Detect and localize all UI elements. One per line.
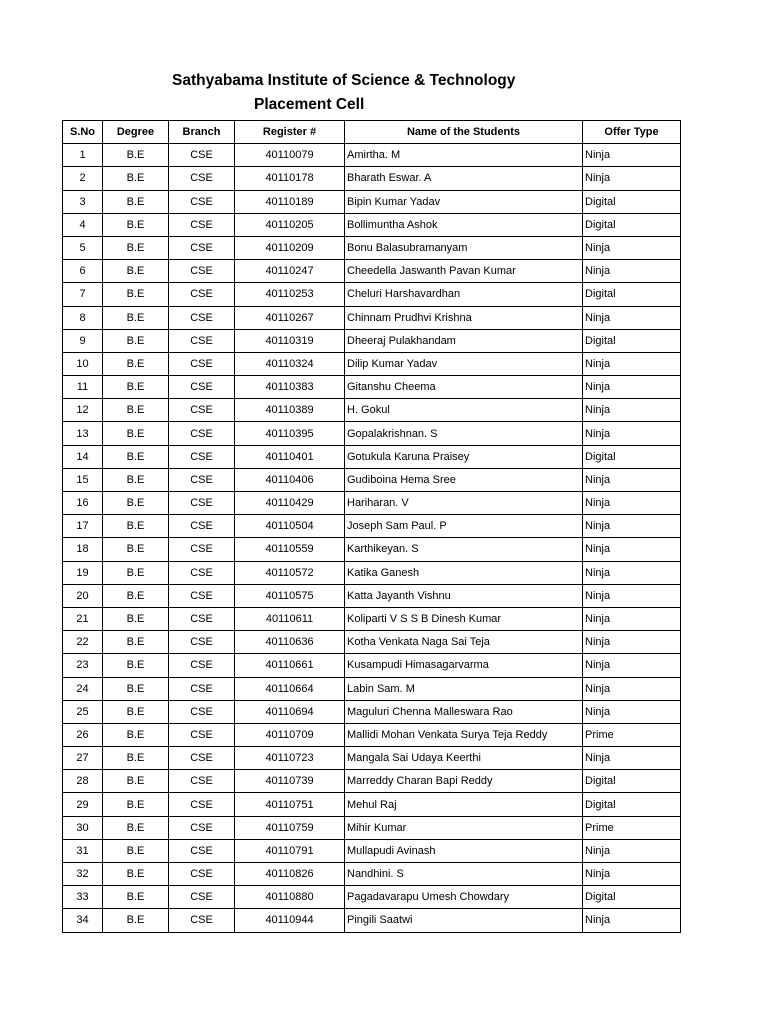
cell-sno: 2 [63, 167, 103, 190]
table-header-row [63, 121, 681, 144]
table-row [63, 329, 681, 352]
cell-register: 40110944 [235, 909, 345, 932]
cell-branch: CSE [169, 909, 235, 932]
table-row [63, 306, 681, 329]
cell-offer-type: Ninja [583, 352, 681, 375]
cell-degree: B.E [103, 190, 169, 213]
table-row [63, 376, 681, 399]
cell-name: Koliparti V S S B Dinesh Kumar [345, 607, 583, 630]
cell-sno: 6 [63, 260, 103, 283]
cell-branch: CSE [169, 816, 235, 839]
cell-sno: 18 [63, 538, 103, 561]
cell-sno: 9 [63, 329, 103, 352]
cell-degree: B.E [103, 260, 169, 283]
table-row [63, 167, 681, 190]
cell-offer-type: Ninja [583, 376, 681, 399]
table-row [63, 677, 681, 700]
cell-sno: 5 [63, 236, 103, 259]
cell-register: 40110383 [235, 376, 345, 399]
cell-offer-type: Ninja [583, 144, 681, 167]
table-row [63, 770, 681, 793]
cell-offer-type: Ninja [583, 515, 681, 538]
cell-offer-type: Ninja [583, 399, 681, 422]
cell-offer-type: Digital [583, 886, 681, 909]
cell-branch: CSE [169, 584, 235, 607]
cell-branch: CSE [169, 723, 235, 746]
table-body [63, 144, 681, 932]
cell-offer-type: Ninja [583, 909, 681, 932]
cell-register: 40110709 [235, 723, 345, 746]
cell-register: 40110189 [235, 190, 345, 213]
cell-degree: B.E [103, 909, 169, 932]
cell-degree: B.E [103, 584, 169, 607]
cell-offer-type: Ninja [583, 700, 681, 723]
cell-name: Dilip Kumar Yadav [345, 352, 583, 375]
cell-name: Gitanshu Cheema [345, 376, 583, 399]
cell-register: 40110319 [235, 329, 345, 352]
cell-name: Dheeraj Pulakhandam [345, 329, 583, 352]
cell-degree: B.E [103, 770, 169, 793]
table-row [63, 144, 681, 167]
cell-register: 40110389 [235, 399, 345, 422]
cell-name: Cheedella Jaswanth Pavan Kumar [345, 260, 583, 283]
cell-offer-type: Digital [583, 213, 681, 236]
cell-name: Mangala Sai Udaya Keerthi [345, 747, 583, 770]
cell-register: 40110395 [235, 422, 345, 445]
cell-sno: 19 [63, 561, 103, 584]
cell-register: 40110247 [235, 260, 345, 283]
cell-register: 40110661 [235, 654, 345, 677]
cell-branch: CSE [169, 306, 235, 329]
cell-degree: B.E [103, 839, 169, 862]
cell-branch: CSE [169, 538, 235, 561]
table-row [63, 422, 681, 445]
cell-branch: CSE [169, 260, 235, 283]
cell-branch: CSE [169, 561, 235, 584]
cell-sno: 16 [63, 492, 103, 515]
cell-degree: B.E [103, 700, 169, 723]
cell-offer-type: Prime [583, 723, 681, 746]
cell-register: 40110209 [235, 236, 345, 259]
cell-name: Gudiboina Hema Sree [345, 468, 583, 491]
cell-degree: B.E [103, 376, 169, 399]
cell-sno: 26 [63, 723, 103, 746]
cell-degree: B.E [103, 723, 169, 746]
cell-sno: 20 [63, 584, 103, 607]
cell-register: 40110267 [235, 306, 345, 329]
cell-register: 40110636 [235, 631, 345, 654]
cell-degree: B.E [103, 816, 169, 839]
cell-degree: B.E [103, 468, 169, 491]
cell-register: 40110572 [235, 561, 345, 584]
cell-register: 40110559 [235, 538, 345, 561]
cell-register: 40110791 [235, 839, 345, 862]
cell-branch: CSE [169, 190, 235, 213]
cell-sno: 17 [63, 515, 103, 538]
cell-register: 40110324 [235, 352, 345, 375]
table-row [63, 561, 681, 584]
table-row [63, 723, 681, 746]
cell-degree: B.E [103, 213, 169, 236]
cell-sno: 3 [63, 190, 103, 213]
cell-name: Gopalakrishnan. S [345, 422, 583, 445]
cell-sno: 10 [63, 352, 103, 375]
cell-name: Gotukula Karuna Praisey [345, 445, 583, 468]
cell-degree: B.E [103, 747, 169, 770]
cell-degree: B.E [103, 677, 169, 700]
cell-degree: B.E [103, 654, 169, 677]
cell-degree: B.E [103, 445, 169, 468]
cell-offer-type: Ninja [583, 306, 681, 329]
cell-offer-type: Ninja [583, 468, 681, 491]
cell-name: Kotha Venkata Naga Sai Teja [345, 631, 583, 654]
table-row [63, 863, 681, 886]
cell-offer-type: Ninja [583, 492, 681, 515]
cell-degree: B.E [103, 236, 169, 259]
cell-branch: CSE [169, 236, 235, 259]
cell-register: 40110664 [235, 677, 345, 700]
cell-offer-type: Prime [583, 816, 681, 839]
table-row [63, 654, 681, 677]
cell-register: 40110406 [235, 468, 345, 491]
table-row [63, 283, 681, 306]
cell-register: 40110079 [235, 144, 345, 167]
cell-degree: B.E [103, 538, 169, 561]
cell-offer-type: Digital [583, 770, 681, 793]
cell-offer-type: Ninja [583, 839, 681, 862]
cell-name: Kusampudi Himasagarvarma [345, 654, 583, 677]
cell-branch: CSE [169, 445, 235, 468]
cell-name: Bharath Eswar. A [345, 167, 583, 190]
cell-name: Nandhini. S [345, 863, 583, 886]
table-row [63, 515, 681, 538]
cell-offer-type: Ninja [583, 677, 681, 700]
page-title: Sathyabama Institute of Science & Technology [172, 72, 516, 89]
cell-degree: B.E [103, 283, 169, 306]
cell-sno: 33 [63, 886, 103, 909]
cell-sno: 24 [63, 677, 103, 700]
cell-register: 40110880 [235, 886, 345, 909]
cell-offer-type: Digital [583, 283, 681, 306]
cell-branch: CSE [169, 631, 235, 654]
column-header-name: Name of the Students [345, 121, 583, 144]
cell-degree: B.E [103, 631, 169, 654]
cell-offer-type: Ninja [583, 538, 681, 561]
cell-branch: CSE [169, 283, 235, 306]
cell-branch: CSE [169, 677, 235, 700]
cell-name: Mullapudi Avinash [345, 839, 583, 862]
cell-branch: CSE [169, 770, 235, 793]
cell-branch: CSE [169, 607, 235, 630]
table-row [63, 236, 681, 259]
cell-sno: 29 [63, 793, 103, 816]
cell-offer-type: Ninja [583, 584, 681, 607]
cell-degree: B.E [103, 352, 169, 375]
cell-degree: B.E [103, 144, 169, 167]
cell-name: H. Gokul [345, 399, 583, 422]
page-subtitle: Placement Cell [254, 96, 365, 113]
cell-sno: 8 [63, 306, 103, 329]
cell-offer-type: Digital [583, 190, 681, 213]
cell-name: Bollimuntha Ashok [345, 213, 583, 236]
cell-sno: 23 [63, 654, 103, 677]
table-row [63, 747, 681, 770]
cell-offer-type: Ninja [583, 747, 681, 770]
cell-name: Katika Ganesh [345, 561, 583, 584]
cell-branch: CSE [169, 376, 235, 399]
cell-sno: 1 [63, 144, 103, 167]
cell-sno: 28 [63, 770, 103, 793]
cell-sno: 14 [63, 445, 103, 468]
cell-sno: 7 [63, 283, 103, 306]
table-row [63, 700, 681, 723]
cell-name: Mehul Raj [345, 793, 583, 816]
table-row [63, 260, 681, 283]
cell-name: Katta Jayanth Vishnu [345, 584, 583, 607]
cell-register: 40110826 [235, 863, 345, 886]
cell-name: Amirtha. M [345, 144, 583, 167]
cell-name: Bipin Kumar Yadav [345, 190, 583, 213]
cell-name: Pingili Saatwi [345, 909, 583, 932]
students-table [62, 120, 681, 933]
table-row [63, 607, 681, 630]
cell-degree: B.E [103, 863, 169, 886]
cell-branch: CSE [169, 793, 235, 816]
table-row [63, 399, 681, 422]
cell-sno: 31 [63, 839, 103, 862]
cell-branch: CSE [169, 700, 235, 723]
cell-degree: B.E [103, 329, 169, 352]
cell-degree: B.E [103, 422, 169, 445]
cell-sno: 15 [63, 468, 103, 491]
cell-name: Marreddy Charan Bapi Reddy [345, 770, 583, 793]
table-row [63, 492, 681, 515]
cell-register: 40110253 [235, 283, 345, 306]
cell-degree: B.E [103, 306, 169, 329]
table-row [63, 352, 681, 375]
cell-branch: CSE [169, 492, 235, 515]
cell-offer-type: Digital [583, 329, 681, 352]
table-row [63, 909, 681, 932]
cell-name: Mihir Kumar [345, 816, 583, 839]
cell-offer-type: Ninja [583, 607, 681, 630]
cell-register: 40110205 [235, 213, 345, 236]
cell-register: 40110723 [235, 747, 345, 770]
cell-offer-type: Ninja [583, 236, 681, 259]
cell-register: 40110759 [235, 816, 345, 839]
cell-offer-type: Ninja [583, 631, 681, 654]
column-header-offer-type: Offer Type [583, 121, 681, 144]
cell-branch: CSE [169, 352, 235, 375]
cell-sno: 13 [63, 422, 103, 445]
cell-branch: CSE [169, 167, 235, 190]
cell-branch: CSE [169, 422, 235, 445]
table-row [63, 793, 681, 816]
cell-sno: 25 [63, 700, 103, 723]
table-row [63, 213, 681, 236]
table-row [63, 816, 681, 839]
cell-register: 40110504 [235, 515, 345, 538]
cell-degree: B.E [103, 607, 169, 630]
cell-branch: CSE [169, 213, 235, 236]
column-header-register: Register # [235, 121, 345, 144]
cell-name: Labin Sam. M [345, 677, 583, 700]
table-row [63, 839, 681, 862]
cell-branch: CSE [169, 839, 235, 862]
cell-degree: B.E [103, 886, 169, 909]
table-row [63, 538, 681, 561]
cell-degree: B.E [103, 515, 169, 538]
cell-degree: B.E [103, 399, 169, 422]
cell-sno: 11 [63, 376, 103, 399]
column-header-branch: Branch [169, 121, 235, 144]
cell-name: Mallidi Mohan Venkata Surya Teja Reddy [345, 723, 583, 746]
cell-register: 40110694 [235, 700, 345, 723]
cell-name: Bonu Balasubramanyam [345, 236, 583, 259]
table-row [63, 468, 681, 491]
cell-register: 40110751 [235, 793, 345, 816]
table-row [63, 445, 681, 468]
table-row [63, 190, 681, 213]
cell-degree: B.E [103, 492, 169, 515]
cell-offer-type: Ninja [583, 863, 681, 886]
cell-register: 40110178 [235, 167, 345, 190]
column-header-degree: Degree [103, 121, 169, 144]
cell-name: Chinnam Prudhvi Krishna [345, 306, 583, 329]
cell-register: 40110401 [235, 445, 345, 468]
cell-degree: B.E [103, 793, 169, 816]
cell-sno: 30 [63, 816, 103, 839]
cell-branch: CSE [169, 515, 235, 538]
cell-offer-type: Ninja [583, 167, 681, 190]
cell-sno: 21 [63, 607, 103, 630]
cell-register: 40110611 [235, 607, 345, 630]
cell-branch: CSE [169, 863, 235, 886]
cell-branch: CSE [169, 747, 235, 770]
cell-register: 40110429 [235, 492, 345, 515]
cell-branch: CSE [169, 468, 235, 491]
cell-name: Hariharan. V [345, 492, 583, 515]
cell-register: 40110575 [235, 584, 345, 607]
cell-offer-type: Ninja [583, 561, 681, 584]
column-header-sno: S.No [63, 121, 103, 144]
cell-name: Maguluri Chenna Malleswara Rao [345, 700, 583, 723]
cell-sno: 27 [63, 747, 103, 770]
cell-offer-type: Ninja [583, 422, 681, 445]
table-row [63, 631, 681, 654]
cell-degree: B.E [103, 167, 169, 190]
cell-register: 40110739 [235, 770, 345, 793]
cell-branch: CSE [169, 654, 235, 677]
cell-sno: 34 [63, 909, 103, 932]
cell-sno: 22 [63, 631, 103, 654]
cell-offer-type: Ninja [583, 654, 681, 677]
cell-sno: 4 [63, 213, 103, 236]
cell-offer-type: Digital [583, 793, 681, 816]
cell-branch: CSE [169, 144, 235, 167]
cell-sno: 32 [63, 863, 103, 886]
cell-name: Pagadavarapu Umesh Chowdary [345, 886, 583, 909]
cell-degree: B.E [103, 561, 169, 584]
cell-branch: CSE [169, 329, 235, 352]
cell-name: Joseph Sam Paul. P [345, 515, 583, 538]
cell-name: Cheluri Harshavardhan [345, 283, 583, 306]
table-row [63, 584, 681, 607]
table-row [63, 886, 681, 909]
cell-sno: 12 [63, 399, 103, 422]
cell-branch: CSE [169, 886, 235, 909]
cell-branch: CSE [169, 399, 235, 422]
cell-name: Karthikeyan. S [345, 538, 583, 561]
cell-offer-type: Digital [583, 445, 681, 468]
cell-offer-type: Ninja [583, 260, 681, 283]
